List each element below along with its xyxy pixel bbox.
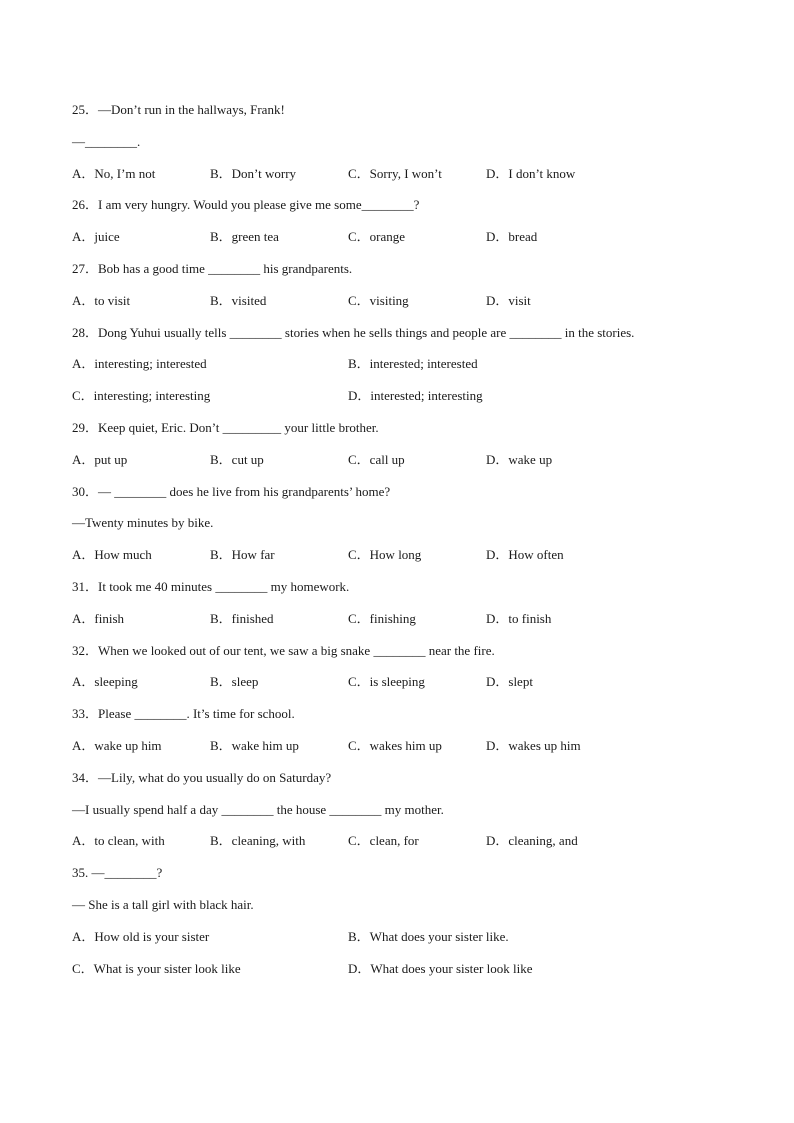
options-row — [72, 164, 722, 196]
options-row — [72, 227, 722, 259]
option-c[interactable]: C．How long — [348, 547, 422, 563]
option-b[interactable]: B．cleaning, with — [210, 833, 306, 849]
options-row — [72, 959, 722, 991]
question-stem: 32．When we looked out of our tent, we saw a big snake ________ near the fire. — [72, 642, 495, 658]
option-a[interactable]: A．How much — [72, 547, 152, 563]
option-d[interactable]: D．wakes up him — [486, 737, 581, 753]
question-stem: 29．Keep quiet, Eric. Don’t _________ your little brother. — [72, 419, 379, 435]
options-row — [72, 450, 722, 482]
option-d[interactable]: D．bread — [486, 229, 538, 245]
options-row — [72, 609, 722, 641]
question-stem: 25．—Don’t run in the hallways, Frank! — [72, 102, 285, 117]
option-c[interactable]: C．call up — [348, 451, 405, 467]
options-row — [72, 291, 722, 323]
question-stem: 31．It took me 40 minutes ________ my homework. — [72, 578, 350, 594]
option-a[interactable]: A．How old is your sister — [72, 928, 210, 944]
option-a[interactable]: A．to clean, with — [72, 833, 165, 849]
option-d[interactable]: D．What does your sister look like — [348, 960, 533, 976]
answer-blank-line: —________. — [72, 133, 141, 149]
option-d[interactable]: D．to finish — [486, 610, 552, 626]
options-row — [72, 386, 722, 418]
options-row — [72, 672, 722, 704]
option-d[interactable]: D．How often — [486, 547, 564, 563]
option-c[interactable]: C．clean, for — [348, 833, 419, 849]
worksheet-page — [72, 100, 722, 990]
option-c[interactable]: C．is sleeping — [348, 674, 425, 690]
options-row — [72, 545, 722, 577]
option-c[interactable]: C．visiting — [348, 292, 409, 308]
option-a[interactable]: A．put up — [72, 451, 128, 467]
options-row — [72, 927, 722, 959]
option-b[interactable]: B．sleep — [210, 674, 259, 690]
question-stem: 27．Bob has a good time ________ his grandparents. — [72, 260, 353, 276]
option-b[interactable]: B．interested; interested — [348, 356, 478, 372]
options-row — [72, 831, 722, 863]
options-row — [72, 354, 722, 386]
option-c[interactable]: C．Sorry, I won’t — [348, 165, 442, 181]
option-b[interactable]: B．What does your sister like. — [348, 928, 509, 944]
option-d[interactable]: D．wake up — [486, 451, 553, 467]
option-b[interactable]: B．Don’t worry — [210, 165, 297, 181]
option-a[interactable]: A．sleeping — [72, 674, 138, 690]
question-dialogue-line: — She is a tall girl with black hair. — [72, 896, 254, 912]
option-b[interactable]: B．visited — [210, 292, 267, 308]
option-d[interactable]: D．visit — [486, 292, 531, 308]
option-b[interactable]: B．green tea — [210, 229, 279, 245]
option-b[interactable]: B．wake him up — [210, 737, 299, 753]
option-a[interactable]: A．finish — [72, 610, 125, 626]
question-dialogue-line: —Twenty minutes by bike. — [72, 515, 214, 531]
option-a[interactable]: A．to visit — [72, 292, 131, 308]
option-c[interactable]: C．finishing — [348, 610, 416, 626]
options-row — [72, 736, 722, 768]
option-a[interactable]: A．wake up him — [72, 737, 162, 753]
option-c[interactable]: C．What is your sister look like — [72, 960, 241, 976]
question-stem: 33．Please ________. It’s time for school. — [72, 706, 295, 722]
option-c[interactable]: C．interesting; interesting — [72, 388, 211, 404]
option-a[interactable]: A．No, I’m not — [72, 165, 156, 181]
option-c[interactable]: C．orange — [348, 229, 406, 245]
option-d[interactable]: D．slept — [486, 674, 533, 690]
option-b[interactable]: B．How far — [210, 547, 275, 563]
option-d[interactable]: D．interested; interesting — [348, 388, 483, 404]
question-stem: 35. —________? — [72, 865, 163, 881]
question-stem: 26．I am very hungry. Would you please give me some________? — [72, 197, 420, 213]
option-b[interactable]: B．finished — [210, 610, 274, 626]
option-d[interactable]: D．I don’t know — [486, 165, 576, 181]
question-stem: 30．— ________ does he live from his grandparents’ home? — [72, 483, 391, 499]
question-dialogue-line: —I usually spend half a day ________ the house ________ my mother. — [72, 801, 444, 817]
option-d[interactable]: D．cleaning, and — [486, 833, 578, 849]
option-b[interactable]: B．cut up — [210, 451, 264, 467]
question-stem: 34．—Lily, what do you usually do on Saturday? — [72, 769, 332, 785]
question-stem: 28．Dong Yuhui usually tells ________ stories when he sells things and people are ________ in the stories. — [72, 324, 635, 340]
option-a[interactable]: A．interesting; interested — [72, 356, 207, 372]
option-a[interactable]: A．juice — [72, 229, 120, 245]
option-c[interactable]: C．wakes him up — [348, 737, 442, 753]
